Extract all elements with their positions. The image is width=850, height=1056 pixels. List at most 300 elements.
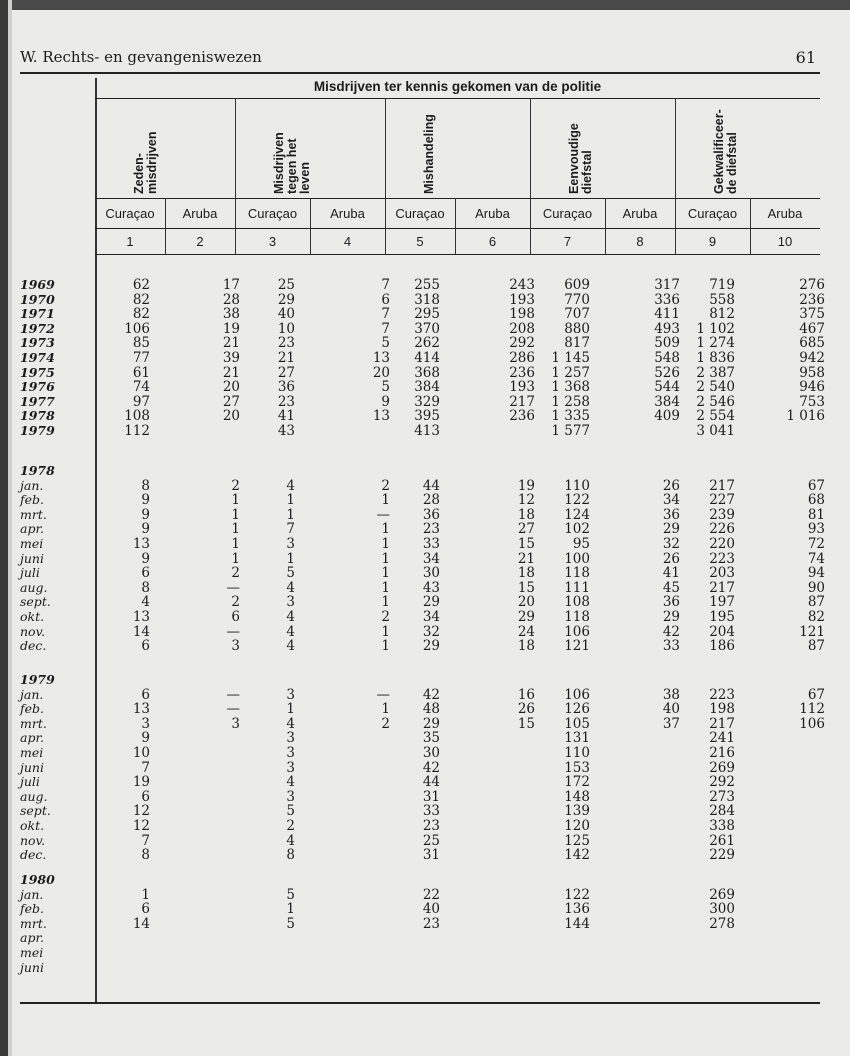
- cell-value: 223: [709, 550, 735, 567]
- cell-value: 20: [222, 379, 240, 396]
- cell-value: 411: [654, 306, 680, 323]
- row-label: aug.: [20, 579, 48, 595]
- row-label: 1972: [20, 320, 55, 336]
- row-label: 1973: [20, 335, 55, 351]
- cell-value: 4: [286, 477, 295, 494]
- cell-value: 286: [509, 349, 535, 366]
- cell-value: 1: [231, 492, 240, 509]
- cell-value: 20: [517, 594, 535, 611]
- cell-value: 29: [662, 521, 680, 538]
- cell-value: 108: [124, 408, 150, 425]
- cell-value: 18: [517, 638, 535, 655]
- row-label: juni: [20, 550, 44, 566]
- cell-value: 880: [564, 320, 590, 337]
- cell-value: 13: [132, 535, 150, 552]
- table-row: [20, 834, 820, 849]
- table-row: [20, 902, 820, 917]
- cell-value: 3: [286, 788, 295, 805]
- cell-value: 124: [564, 506, 590, 523]
- cell-value: 36: [422, 506, 440, 523]
- cell-value: 255: [414, 277, 440, 293]
- cell-value: 1: [286, 701, 295, 718]
- column-divider: [235, 98, 236, 254]
- cell-value: 317: [654, 277, 680, 293]
- cell-value: 6: [141, 788, 150, 805]
- cell-value: 203: [709, 565, 735, 582]
- cell-value: 558: [709, 291, 735, 308]
- table-title: Misdrijven ter kennis gekomen van de politie: [313, 79, 602, 94]
- row-label: feb.: [20, 492, 44, 508]
- cell-value: 29: [422, 594, 440, 611]
- cell-value: 217: [709, 477, 735, 494]
- cell-value: 10: [132, 744, 150, 761]
- cell-value: 25: [422, 832, 440, 849]
- row-label: sept.: [20, 594, 51, 610]
- cell-value: 9: [141, 550, 150, 567]
- cell-value: 2: [231, 565, 240, 582]
- cell-value: 3: [231, 638, 240, 655]
- cell-value: 125: [564, 832, 590, 849]
- cell-value: 197: [709, 594, 735, 611]
- cell-value: 216: [709, 744, 735, 761]
- table-row: [20, 946, 820, 961]
- table-row: [20, 277, 825, 293]
- cell-value: 29: [422, 715, 440, 732]
- cell-value: 21: [222, 335, 240, 352]
- cell-value: 29: [422, 638, 440, 655]
- top-rule: [20, 72, 820, 74]
- cell-value: 548: [654, 349, 680, 366]
- cell-value: 544: [654, 379, 680, 396]
- row-label: 1979: [20, 422, 55, 438]
- row-label: 1969: [20, 277, 55, 292]
- cell-value: 204: [709, 623, 735, 640]
- scan-binding-shadow: [8, 0, 12, 1056]
- table-row: [20, 521, 825, 538]
- cell-value: 2: [231, 594, 240, 611]
- table-row: [20, 477, 825, 494]
- row-group: [20, 463, 825, 655]
- cell-value: 946: [799, 379, 825, 396]
- cell-value: 4: [286, 638, 295, 655]
- cell-value: 77: [132, 349, 150, 366]
- cell-value: 942: [799, 349, 825, 366]
- cell-value: 269: [709, 886, 735, 903]
- cell-value: 21: [517, 550, 535, 567]
- row-label: mei: [20, 944, 44, 960]
- cell-value: 9: [381, 393, 390, 410]
- cell-value: 609: [564, 277, 590, 293]
- column-number: 2: [196, 234, 204, 249]
- cell-value: 1: [381, 550, 390, 567]
- island-header: Curaçao: [105, 206, 155, 221]
- cell-value: 278: [709, 915, 735, 932]
- cell-value: 72: [807, 535, 825, 552]
- cell-value: 18: [517, 506, 535, 523]
- cell-value: 43: [277, 422, 295, 439]
- table-row: [20, 819, 820, 834]
- cell-value: 13: [132, 608, 150, 625]
- row-group: [20, 277, 825, 439]
- cell-value: 7: [381, 277, 390, 293]
- row-label: 1974: [20, 349, 55, 365]
- cell-value: 13: [372, 349, 390, 366]
- cell-value: 20: [372, 364, 390, 381]
- cell-value: 28: [222, 291, 240, 308]
- cell-value: 25: [277, 277, 295, 293]
- cell-value: 33: [662, 638, 680, 655]
- cell-value: 198: [509, 306, 535, 323]
- row-label: dec.: [20, 638, 47, 654]
- cell-value: 7: [141, 832, 150, 849]
- cell-value: 2 546: [696, 393, 735, 410]
- row-label: jan.: [20, 886, 44, 902]
- cell-value: 36: [277, 379, 295, 396]
- row-label: aug.: [20, 788, 48, 804]
- cell-value: 20: [222, 408, 240, 425]
- cell-value: 30: [422, 744, 440, 761]
- row-label: 1975: [20, 364, 55, 380]
- cell-value: 139: [564, 803, 590, 820]
- cell-value: 106: [799, 715, 825, 732]
- cell-value: 6: [141, 686, 150, 703]
- table-row: [20, 731, 820, 746]
- cell-value: 226: [709, 521, 735, 538]
- row-label: mei: [20, 535, 44, 551]
- table-row: [20, 961, 820, 976]
- cell-value: 1 016: [786, 408, 825, 425]
- cell-value: 39: [222, 349, 240, 366]
- row-label: okt.: [20, 817, 45, 833]
- row-label: apr.: [20, 930, 45, 946]
- cell-value: 40: [662, 701, 680, 718]
- cell-value: 958: [799, 364, 825, 381]
- cell-value: 1: [381, 638, 390, 655]
- category-header: Eenvoudige diefstal: [567, 123, 594, 194]
- section-heading: W. Rechts- en gevangeniswezen: [20, 48, 262, 66]
- cell-value: 15: [517, 535, 535, 552]
- cell-value: 61: [132, 364, 150, 381]
- cell-value: 193: [509, 291, 535, 308]
- cell-value: 1: [231, 506, 240, 523]
- cell-value: 62: [132, 277, 150, 293]
- cell-value: 284: [709, 803, 735, 820]
- cell-value: 241: [709, 730, 735, 747]
- cell-value: 82: [132, 291, 150, 308]
- cell-value: 5: [286, 886, 295, 903]
- cell-value: 770: [564, 291, 590, 308]
- group-year-label: 1979: [20, 672, 55, 687]
- cell-value: —: [226, 579, 240, 596]
- row-label: 1977: [20, 393, 55, 409]
- cell-value: 36: [662, 594, 680, 611]
- cell-value: 1: [231, 535, 240, 552]
- category-header: Misdrijven tegen het leven: [272, 132, 312, 194]
- table-row: [20, 931, 820, 946]
- table-row: [20, 349, 825, 366]
- table-row: [20, 424, 820, 439]
- cell-value: 118: [564, 608, 590, 625]
- cell-value: 14: [132, 915, 150, 932]
- cell-value: 12: [517, 492, 535, 509]
- cell-value: 74: [132, 379, 150, 396]
- island-header: Curaçao: [395, 206, 445, 221]
- cell-value: 87: [807, 638, 825, 655]
- column-number: 4: [343, 234, 352, 249]
- cell-value: 1: [286, 492, 295, 509]
- column-number: 6: [488, 234, 497, 249]
- cell-value: 102: [564, 521, 590, 538]
- cell-value: 812: [709, 306, 735, 323]
- cell-value: 3: [286, 686, 295, 703]
- cell-value: 1 274: [696, 335, 735, 352]
- table-row: [20, 535, 825, 552]
- cell-value: 136: [564, 901, 590, 918]
- category-header: Gekwalificeer- de diefstal: [712, 109, 739, 194]
- cell-value: 90: [807, 579, 825, 596]
- cell-value: 21: [222, 364, 240, 381]
- cell-value: 4: [286, 623, 295, 640]
- cell-value: 9: [141, 521, 150, 538]
- cell-value: 13: [372, 408, 390, 425]
- group-year-label: 1978: [20, 463, 55, 478]
- row-label: 1971: [20, 306, 55, 322]
- cell-value: 13: [132, 701, 150, 718]
- island-header: Curaçao: [542, 206, 593, 221]
- cell-value: 227: [709, 492, 735, 509]
- cell-value: 34: [662, 492, 680, 509]
- cell-value: 27: [222, 393, 240, 410]
- table-row: [20, 291, 825, 308]
- cell-value: 21: [277, 349, 295, 366]
- cell-value: 9: [141, 492, 150, 509]
- cell-value: 1 145: [551, 349, 590, 366]
- cell-value: 493: [654, 320, 680, 337]
- cell-value: 384: [654, 393, 680, 410]
- row-group: [20, 873, 820, 975]
- cell-value: 261: [709, 832, 735, 849]
- row-label: juni: [20, 959, 44, 975]
- column-number: 1: [126, 234, 134, 249]
- cell-value: 1: [141, 886, 150, 903]
- cell-value: 336: [654, 291, 680, 308]
- table-row: [20, 848, 820, 863]
- cell-value: 1: [231, 550, 240, 567]
- cell-value: 6: [141, 565, 150, 582]
- cell-value: 719: [709, 277, 735, 293]
- row-label: mrt.: [20, 506, 47, 522]
- cell-value: 40: [422, 901, 440, 918]
- cell-value: 8: [141, 847, 150, 864]
- cell-value: 375: [799, 306, 825, 323]
- cell-value: —: [226, 623, 240, 640]
- cell-value: 44: [422, 477, 440, 494]
- cell-value: 41: [662, 565, 680, 582]
- column-divider: [530, 98, 531, 254]
- cell-value: 112: [124, 422, 150, 439]
- row-label: okt.: [20, 608, 45, 624]
- table-row: [20, 364, 825, 381]
- cell-value: 32: [422, 623, 440, 640]
- row-label: apr.: [20, 521, 45, 537]
- cell-value: —: [226, 701, 240, 718]
- group-year-label: 1980: [20, 872, 55, 887]
- table-row: [20, 761, 820, 776]
- cell-value: 38: [222, 306, 240, 323]
- island-header: Aruba: [182, 206, 218, 221]
- cell-value: 707: [564, 306, 590, 323]
- cell-value: —: [376, 506, 390, 523]
- cell-value: 87: [807, 594, 825, 611]
- category-header: Mishandeling: [422, 114, 436, 194]
- cell-value: 292: [709, 774, 735, 791]
- cell-value: 48: [422, 701, 440, 718]
- cell-value: 3 041: [696, 422, 735, 439]
- cell-value: 126: [564, 701, 590, 718]
- cell-value: 8: [286, 847, 295, 864]
- cell-value: 82: [807, 608, 825, 625]
- cell-value: 526: [654, 364, 680, 381]
- cell-value: 3: [286, 730, 295, 747]
- cell-value: 3: [231, 715, 240, 732]
- cell-value: 414: [414, 349, 440, 366]
- cell-value: 120: [564, 817, 590, 834]
- table-row: [20, 506, 825, 523]
- row-group: [20, 672, 825, 864]
- cell-value: 19: [132, 774, 150, 791]
- cell-value: 3: [286, 759, 295, 776]
- cell-value: 42: [422, 686, 440, 703]
- cell-value: 7: [381, 320, 390, 337]
- cell-value: —: [376, 686, 390, 703]
- cell-value: 110: [564, 744, 590, 761]
- row-label: juli: [20, 565, 40, 581]
- cell-value: 29: [662, 608, 680, 625]
- cell-value: 18: [517, 565, 535, 582]
- cell-value: 4: [286, 715, 295, 732]
- cell-value: 685: [799, 335, 825, 352]
- cell-value: 27: [517, 521, 535, 538]
- table-row: [20, 917, 820, 932]
- cell-value: 1 335: [551, 408, 590, 425]
- cell-value: 23: [422, 817, 440, 834]
- cell-value: 1: [381, 701, 390, 718]
- cell-value: 29: [517, 608, 535, 625]
- cell-value: 122: [564, 492, 590, 509]
- column-number: 9: [708, 234, 717, 249]
- cell-value: 26: [662, 550, 680, 567]
- cell-value: 22: [422, 886, 440, 903]
- table-row: [20, 746, 820, 761]
- cell-value: 33: [422, 535, 440, 552]
- cell-value: 223: [709, 686, 735, 703]
- cell-value: 28: [422, 492, 440, 509]
- cell-value: 42: [422, 759, 440, 776]
- row-label: feb.: [20, 701, 44, 717]
- cell-value: 1: [381, 594, 390, 611]
- cell-value: 8: [141, 579, 150, 596]
- cell-value: 43: [422, 579, 440, 596]
- cell-value: 300: [709, 901, 735, 918]
- cell-value: 318: [414, 291, 440, 308]
- cell-value: 1: [381, 492, 390, 509]
- island-header: Curaçao: [247, 206, 298, 221]
- cell-value: 93: [807, 521, 825, 538]
- cell-value: 17: [222, 277, 240, 293]
- cell-value: 2: [231, 477, 240, 494]
- cell-value: 30: [422, 565, 440, 582]
- table-row: [20, 608, 825, 625]
- cell-value: 85: [132, 335, 150, 352]
- cell-value: 7: [381, 306, 390, 323]
- cell-value: 23: [277, 393, 295, 410]
- table-row: [20, 335, 825, 352]
- table-row: [20, 623, 825, 640]
- cell-value: 6: [141, 901, 150, 918]
- cell-value: 8: [141, 477, 150, 494]
- cell-value: 108: [564, 594, 590, 611]
- table-row: [20, 790, 820, 805]
- cell-value: 193: [509, 379, 535, 396]
- cell-value: 198: [709, 701, 735, 718]
- cell-value: 40: [277, 306, 295, 323]
- header-rule: [95, 198, 820, 199]
- table-row: [20, 594, 825, 611]
- table-row: [20, 701, 825, 718]
- row-label: sept.: [20, 803, 51, 819]
- cell-value: 1 257: [551, 364, 590, 381]
- scan-top-edge: [0, 0, 850, 10]
- cell-value: 217: [709, 579, 735, 596]
- cell-value: 269: [709, 759, 735, 776]
- cell-value: 409: [654, 408, 680, 425]
- column-divider: [385, 98, 386, 254]
- row-label: jan.: [20, 686, 44, 702]
- cell-value: 2 554: [696, 408, 735, 425]
- cell-value: 81: [807, 506, 825, 523]
- cell-value: 817: [564, 335, 590, 352]
- table-row: [20, 320, 825, 337]
- row-label: juni: [20, 759, 44, 775]
- row-label: juli: [20, 774, 40, 790]
- cell-value: 106: [124, 320, 150, 337]
- cell-value: 243: [509, 277, 535, 293]
- table-row: [20, 565, 825, 582]
- cell-value: 2: [381, 715, 390, 732]
- row-label: feb.: [20, 901, 44, 917]
- cell-value: 1: [231, 521, 240, 538]
- header-rule: [95, 228, 820, 229]
- cell-value: 121: [799, 623, 825, 640]
- table-row: [20, 393, 825, 410]
- cell-value: 3: [286, 594, 295, 611]
- table-row: [20, 579, 825, 596]
- cell-value: 122: [564, 886, 590, 903]
- cell-value: 131: [564, 730, 590, 747]
- cell-value: 292: [509, 335, 535, 352]
- cell-value: 276: [799, 277, 825, 293]
- cell-value: 23: [277, 335, 295, 352]
- cell-value: 94: [807, 565, 825, 582]
- cell-value: 14: [132, 623, 150, 640]
- cell-value: 413: [414, 422, 440, 439]
- cell-value: 236: [509, 364, 535, 381]
- cell-value: 112: [799, 701, 825, 718]
- cell-value: 1 102: [696, 320, 735, 337]
- island-header: Aruba: [767, 206, 803, 221]
- cell-value: 74: [807, 550, 825, 567]
- cell-value: 32: [662, 535, 680, 552]
